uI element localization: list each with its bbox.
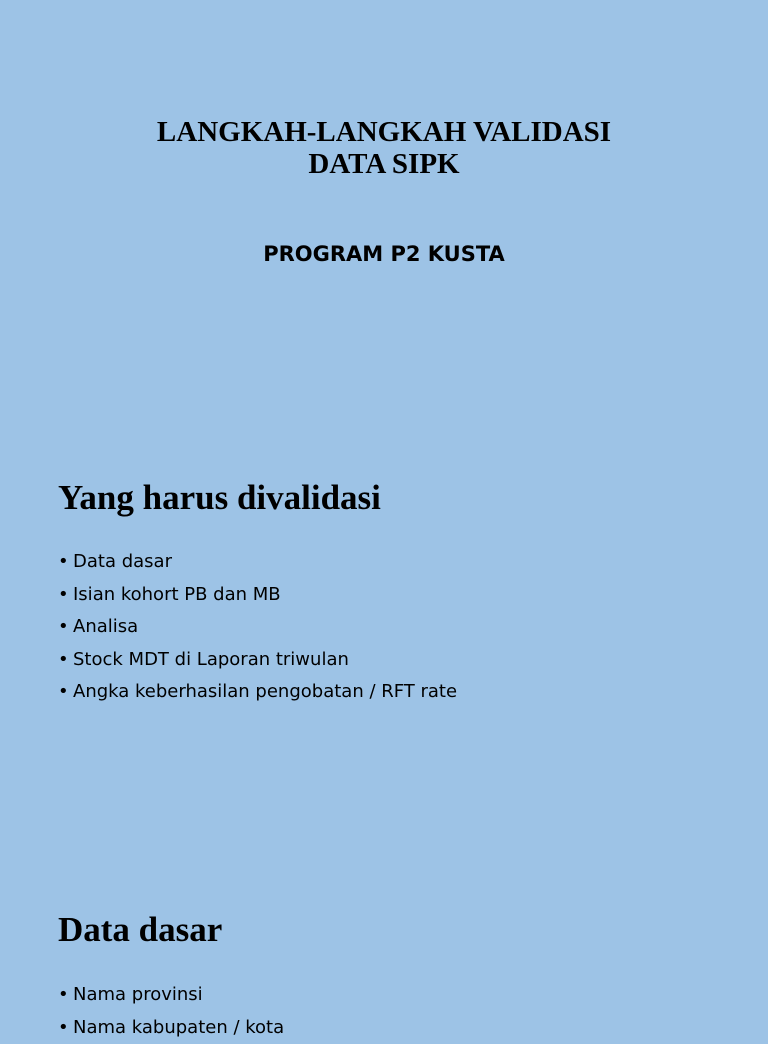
list-item-text: Nama provinsi: [73, 984, 203, 1005]
list-item-text: Stock MDT di Laporan triwulan: [73, 649, 349, 670]
list-item: [58, 979, 284, 1012]
data-dasar-list: [58, 979, 284, 1044]
bullet-icon: •: [58, 676, 69, 709]
section-heading-validation: Yang harus divalidasi: [58, 478, 381, 518]
list-item-text: Data dasar: [73, 551, 172, 572]
list-item: [58, 676, 457, 709]
bullet-icon: •: [58, 546, 69, 579]
list-item: [58, 546, 457, 579]
list-item-text: Isian kohort PB dan MB: [73, 584, 281, 605]
bullet-icon: •: [58, 1012, 69, 1044]
slide-subtitle: PROGRAM P2 KUSTA: [0, 240, 768, 268]
list-item-text: Analisa: [73, 616, 138, 637]
validation-list: [58, 546, 457, 709]
list-item: [58, 644, 457, 677]
slide-title: [0, 116, 768, 180]
list-item-text: Angka keberhasilan pengobatan / RFT rate: [73, 681, 457, 702]
list-item: [58, 611, 457, 644]
bullet-icon: •: [58, 579, 69, 612]
list-item-text: Nama kabupaten / kota: [73, 1017, 284, 1038]
bullet-icon: •: [58, 644, 69, 677]
bullet-icon: •: [58, 611, 69, 644]
bullet-icon: •: [58, 979, 69, 1012]
section-heading-data-dasar: Data dasar: [58, 910, 222, 950]
slide-title-line-1: LANGKAH-LANGKAH VALIDASI: [0, 116, 768, 148]
list-item: [58, 1012, 284, 1044]
list-item: [58, 579, 457, 612]
slide-title-line-2: DATA SIPK: [0, 148, 768, 180]
